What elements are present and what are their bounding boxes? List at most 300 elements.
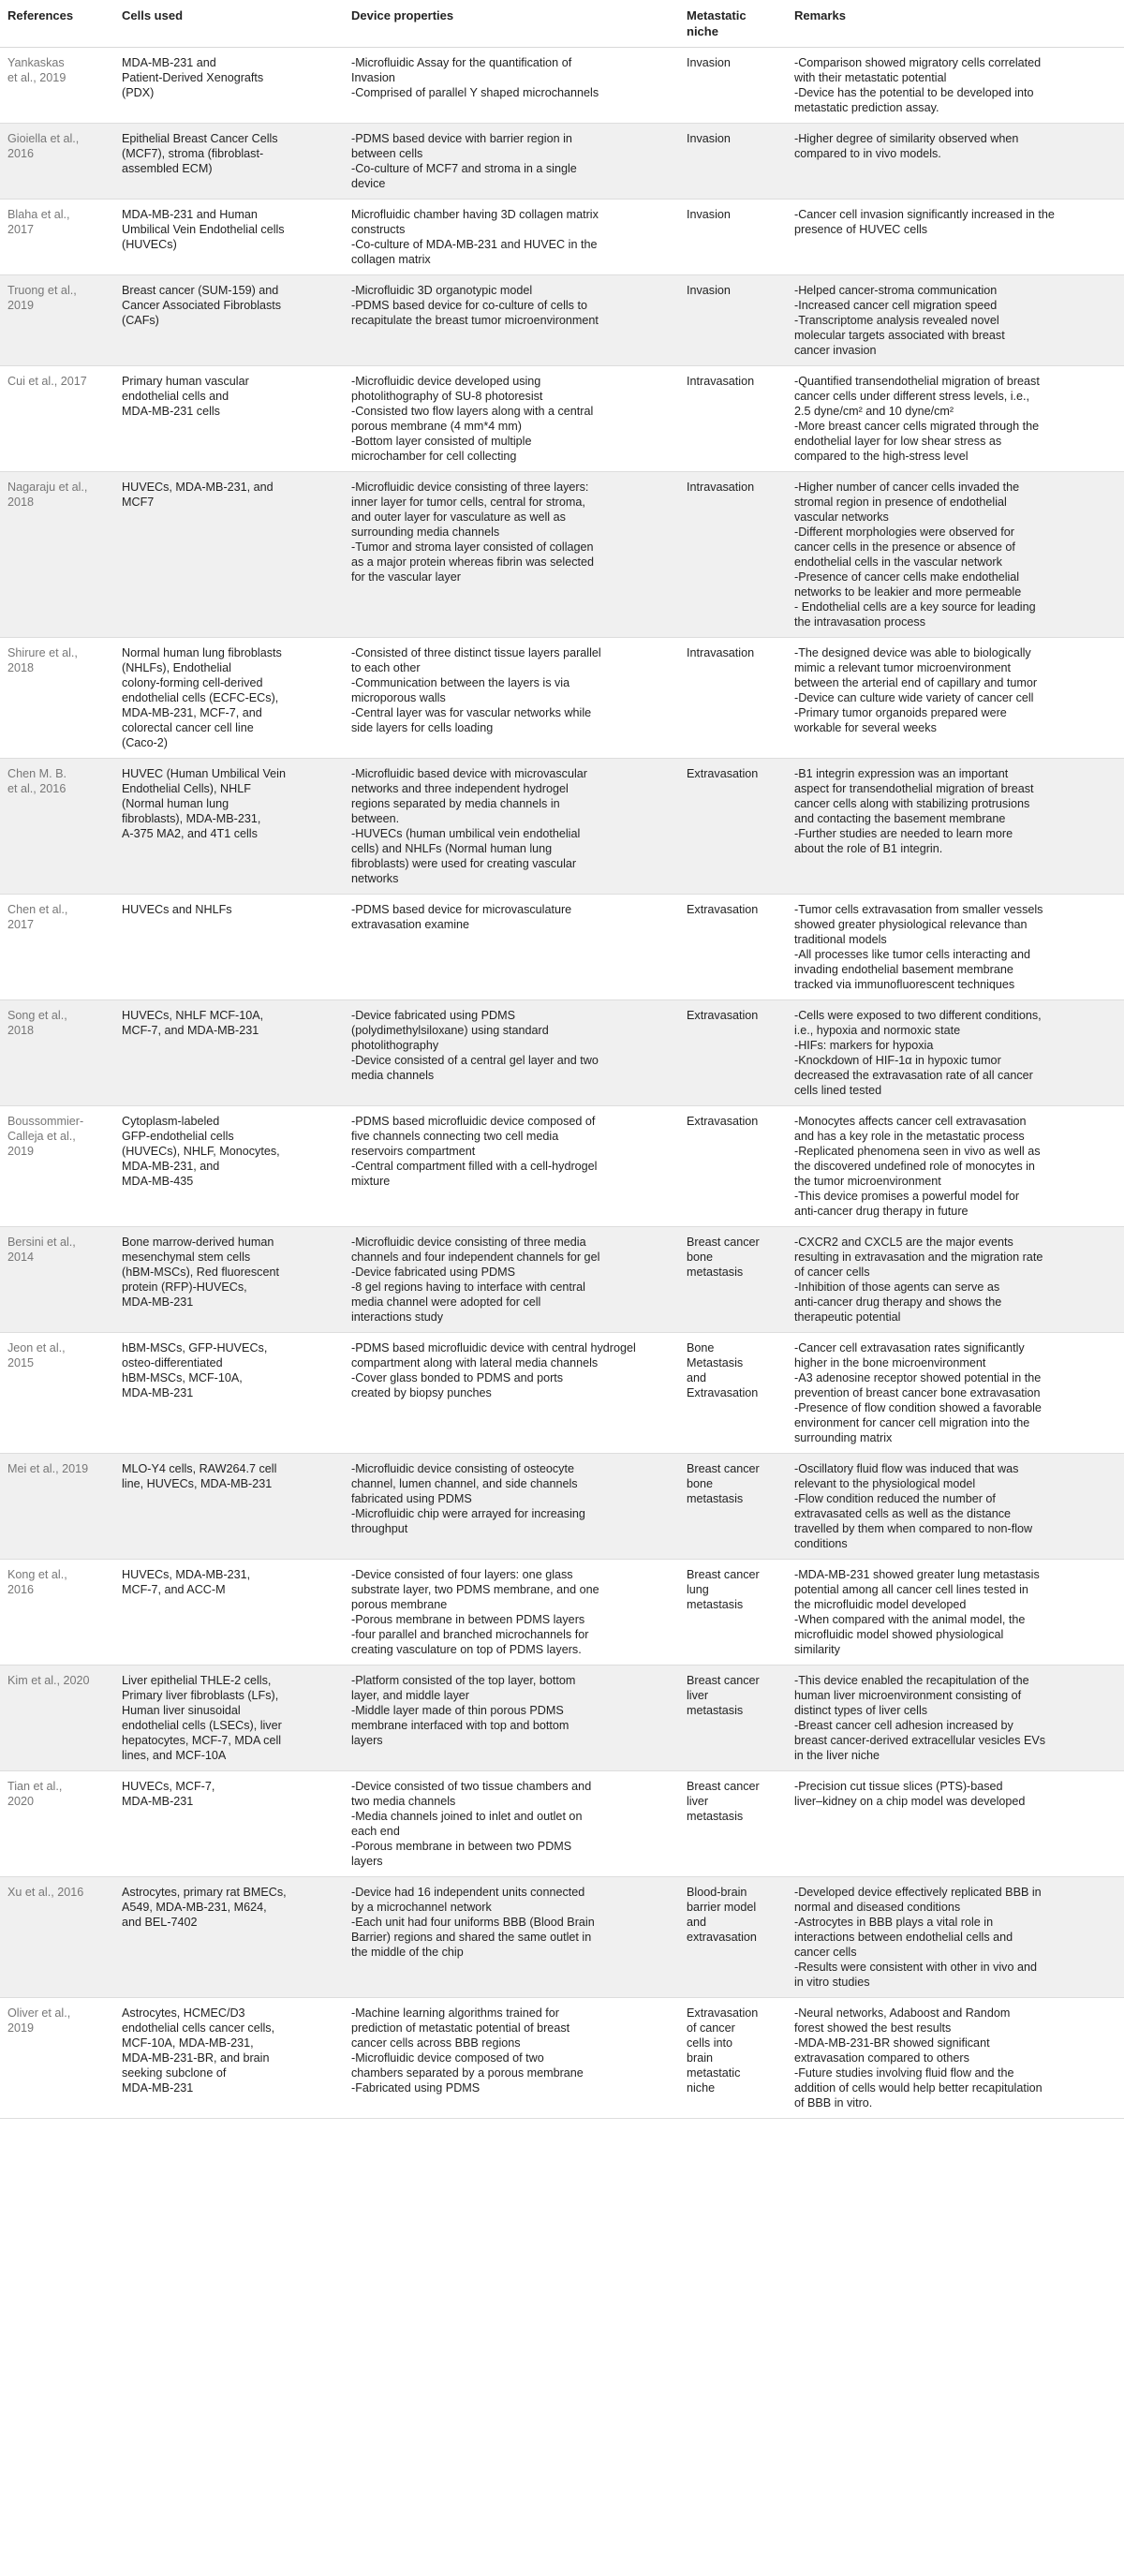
cell-text-line: media channel were adopted for cell: [351, 1295, 541, 1309]
cells-used-cell: [114, 759, 344, 895]
cell-text-line: potential among all cancer cell lines tested in: [794, 1583, 1028, 1596]
reference-cell: [0, 124, 114, 200]
cell-text-line: surrounding media channels: [351, 526, 500, 539]
device-properties-cell: [344, 275, 679, 366]
cell-text-line: 2020: [7, 1795, 35, 1808]
cell-text-line: -Device consisted of four layers: one glass: [351, 1568, 573, 1581]
remarks-cell: [787, 124, 1124, 200]
device-properties-cell: [344, 1877, 679, 1998]
cell-text-line: 2018: [7, 496, 35, 509]
cell-text-line: -Machine learning algorithms trained for: [351, 2006, 559, 2020]
cells-used-cell: [114, 472, 344, 638]
cell-text-line: photolithography: [351, 1039, 439, 1052]
cell-text-line: networks: [351, 872, 399, 885]
cell-text-line: in the liver niche: [794, 1749, 880, 1762]
cell-text-line: -HUVECs (human umbilical vein endothelial: [351, 827, 581, 840]
cell-text-line: -Central compartment filled with a cell-hydrogel: [351, 1160, 598, 1173]
cell-text-line: -When compared with the animal model, the: [794, 1613, 1026, 1626]
cell-text-line: -Co-culture of MDA-MB-231 and HUVEC in the: [351, 238, 598, 251]
cell-text-line: -Monocytes affects cancer cell extravasation: [794, 1115, 1027, 1128]
table-row: [0, 48, 1124, 124]
cell-text-line: cancer cells under different stress levels, i.e.,: [794, 390, 1030, 403]
cell-text-line: -Higher number of cancer cells invaded the: [794, 481, 1020, 494]
cell-text-line: -Oscillatory fluid flow was induced that was: [794, 1462, 1019, 1475]
cell-text-line: 2.5 dyne/cm² and 10 dyne/cm²: [794, 405, 954, 418]
cell-text-line: endothelial cells (ECFC-ECs),: [122, 691, 279, 704]
cell-text-line: addition of cells would help better recapitulation: [794, 2081, 1043, 2095]
device-properties-cell: [344, 1000, 679, 1106]
cell-text-line: -PDMS based microfluidic device with central hydrogel: [351, 1341, 636, 1355]
cell-text-line: invading endothelial basement membrane: [794, 963, 1013, 976]
cell-text-line: of BBB in vitro.: [794, 2096, 873, 2110]
cell-text-line: -All processes like tumor cells interacting and: [794, 948, 1030, 961]
device-properties-cell: [344, 1998, 679, 2119]
reference-cell: [0, 48, 114, 124]
cell-text-line: Song et al.,: [7, 1009, 67, 1022]
cell-text-line: 2018: [7, 661, 35, 674]
table-row: [0, 1333, 1124, 1454]
header-remarks: Remarks: [787, 0, 1124, 48]
cell-text-line: conditions: [794, 1537, 848, 1550]
reference-cell: [0, 895, 114, 1000]
device-properties-cell: [344, 1106, 679, 1227]
cell-text-line: with their metastatic potential: [794, 71, 947, 84]
cell-text-line: Endothelial Cells), NHLF: [122, 782, 251, 795]
cells-used-cell: [114, 1666, 344, 1771]
cell-text-line: channels and four independent channels for gel: [351, 1251, 600, 1264]
cell-text-line: stromal region in presence of endothelial: [794, 496, 1007, 509]
cell-text-line: 2019: [7, 1145, 35, 1158]
cell-text-line: media channels: [351, 1069, 435, 1082]
cell-text-line: -Future studies involving fluid flow and the: [794, 2066, 1014, 2080]
cell-text-line: as a major protein whereas fibrin was selected: [351, 555, 594, 569]
cell-text-line: MCF-10A, MDA-MB-231,: [122, 2036, 254, 2050]
cell-text-line: endothelial cells in the vascular network: [794, 555, 1002, 569]
cell-text-line: cancer invasion: [794, 344, 877, 357]
cell-text-line: mimic a relevant tumor microenvironment: [794, 661, 1011, 674]
cell-text-line: HUVECs, MCF-7,: [122, 1780, 215, 1793]
cell-text-line: Extravasation: [687, 1386, 759, 1399]
cell-text-line: inner layer for tumor cells, central for stroma,: [351, 496, 585, 509]
cell-text-line: -PDMS based microfluidic device composed of: [351, 1115, 596, 1128]
cells-used-cell: [114, 275, 344, 366]
cell-text-line: Breast cancer: [687, 1674, 760, 1687]
cell-text-line: endothelial cells cancer cells,: [122, 2021, 275, 2035]
metastatic-niche-cell: [679, 1666, 787, 1771]
cell-text-line: -Each unit had four uniforms BBB (Blood Brain: [351, 1916, 595, 1929]
cell-text-line: cancer cells: [794, 1946, 857, 1959]
cell-text-line: -Bottom layer consisted of multiple: [351, 435, 532, 448]
cell-text-line: microfluidic model showed physiological: [794, 1628, 1004, 1641]
cell-text-line: lines, and MCF-10A: [122, 1749, 227, 1762]
cells-used-cell: [114, 48, 344, 124]
reference-cell: [0, 1106, 114, 1227]
cell-text-line: between.: [351, 812, 400, 825]
cell-text-line: the discovered undefined role of monocytes in: [794, 1160, 1035, 1173]
table-row: [0, 366, 1124, 472]
cell-text-line: Bone: [687, 1341, 715, 1355]
cell-text-line: the tumor microenvironment: [794, 1175, 941, 1188]
header-metastatic-niche-word2: niche: [687, 24, 718, 38]
cell-text-line: (NHLFs), Endothelial: [122, 661, 231, 674]
remarks-cell: [787, 472, 1124, 638]
cell-text-line: -Consisted two flow layers along with a central: [351, 405, 594, 418]
cell-text-line: metastasis: [687, 1266, 744, 1279]
cell-text-line: 2016: [7, 1583, 35, 1596]
cell-text-line: collagen matrix: [351, 253, 431, 266]
cell-text-line: porous membrane: [351, 1598, 448, 1611]
cell-text-line: metastasis: [687, 1598, 744, 1611]
cell-text-line: -Comparison showed migratory cells correlated: [794, 56, 1042, 69]
reference-cell: [0, 275, 114, 366]
cell-text-line: -Fabricated using PDMS: [351, 2081, 481, 2095]
cell-text-line: aspect for transendothelial migration of breast: [794, 782, 1034, 795]
cell-text-line: -More breast cancer cells migrated through the: [794, 420, 1040, 433]
cell-text-line: layers: [351, 1855, 383, 1868]
cell-text-line: -Comprised of parallel Y shaped microchannels: [351, 86, 599, 99]
cell-text-line: HUVECs, MDA-MB-231, and: [122, 481, 274, 494]
cell-text-line: Microfluidic chamber having 3D collagen matrix: [351, 208, 599, 221]
cell-text-line: -Cells were exposed to two different conditions,: [794, 1009, 1042, 1022]
table-row: [0, 1454, 1124, 1560]
cell-text-line: compared to the high-stress level: [794, 450, 969, 463]
device-properties-cell: [344, 1666, 679, 1771]
reference-cell: [0, 1666, 114, 1771]
cell-text-line: between the arterial end of capillary and tumor: [794, 676, 1038, 689]
cell-text-line: Truong et al.,: [7, 284, 77, 297]
metastatic-niche-cell: [679, 275, 787, 366]
cells-used-cell: [114, 1998, 344, 2119]
cell-text-line: 2017: [7, 918, 35, 931]
cell-text-line: Metastasis: [687, 1356, 744, 1369]
cell-text-line: of cancer cells: [794, 1266, 870, 1279]
table-row: [0, 124, 1124, 200]
cell-text-line: (hBM-MSCs), Red fluorescent: [122, 1266, 279, 1279]
metastatic-niche-cell: [679, 1877, 787, 1998]
cell-text-line: the intravasation process: [794, 615, 926, 629]
metastatic-niche-cell: [679, 1454, 787, 1560]
cell-text-line: Boussommier-: [7, 1115, 84, 1128]
cell-text-line: seeking subclone of: [122, 2066, 227, 2080]
remarks-cell: [787, 895, 1124, 1000]
cell-text-line: -Microfluidic based device with microvascular: [351, 767, 587, 780]
cell-text-line: decreased the extravasation rate of all cancer: [794, 1069, 1033, 1082]
device-properties-cell: [344, 759, 679, 895]
cell-text-line: metastatic: [687, 2066, 741, 2080]
cell-text-line: breast cancer-derived extracellular vesicles EVs: [794, 1734, 1046, 1747]
cell-text-line: for the vascular layer: [351, 570, 461, 584]
cell-text-line: created by biopsy punches: [351, 1386, 492, 1399]
cell-text-line: brain: [687, 2051, 714, 2065]
cell-text-line: -HIFs: markers for hypoxia: [794, 1039, 934, 1052]
cell-text-line: anti-cancer drug therapy and shows the: [794, 1295, 1002, 1309]
cell-text-line: Barrier) regions and shared the same outlet in: [351, 1931, 592, 1944]
cell-text-line: layers: [351, 1734, 383, 1747]
cell-text-line: Extravasation: [687, 2006, 759, 2020]
table-row: [0, 895, 1124, 1000]
cell-text-line: prediction of metastatic potential of breast: [351, 2021, 570, 2035]
cell-text-line: (MCF7), stroma (fibroblast-: [122, 147, 264, 160]
metastatic-niche-cell: [679, 1000, 787, 1106]
cell-text-line: Invasion: [687, 132, 731, 145]
cell-text-line: resulting in extravasation and the migration rate: [794, 1251, 1043, 1264]
remarks-cell: [787, 1454, 1124, 1560]
cell-text-line: MDA-MB-231 cells: [122, 405, 220, 418]
cell-text-line: microporous walls: [351, 691, 446, 704]
metastatic-niche-cell: [679, 366, 787, 472]
cell-text-line: Gioiella et al.,: [7, 132, 80, 145]
cell-text-line: fabricated using PDMS: [351, 1492, 472, 1505]
cell-text-line: fibroblasts), MDA-MB-231,: [122, 812, 261, 825]
cell-text-line: -The designed device was able to biologically: [794, 646, 1031, 659]
cell-text-line: metastasis: [687, 1704, 744, 1717]
cell-text-line: fibroblasts) were used for creating vascular: [351, 857, 577, 870]
cell-text-line: MDA-MB-231: [122, 1795, 194, 1808]
cell-text-line: Liver epithelial THLE-2 cells,: [122, 1674, 272, 1687]
cell-text-line: each end: [351, 1825, 400, 1838]
device-properties-cell: [344, 48, 679, 124]
cell-text-line: -Further studies are needed to learn more: [794, 827, 1013, 840]
cell-text-line: compartment along with lateral media channels: [351, 1356, 599, 1369]
cell-text-line: -Porous membrane in between two PDMS: [351, 1840, 572, 1853]
reference-cell: [0, 1877, 114, 1998]
cell-text-line: human liver microenvironment consisting of: [794, 1689, 1022, 1702]
cell-text-line: -Device fabricated using PDMS: [351, 1266, 515, 1279]
cell-text-line: substrate layer, two PDMS membrane, and one: [351, 1583, 599, 1596]
cell-text-line: MLO-Y4 cells, RAW264.7 cell: [122, 1462, 277, 1475]
remarks-cell: [787, 638, 1124, 759]
remarks-cell: [787, 1227, 1124, 1333]
cell-text-line: MCF-7, and ACC-M: [122, 1583, 226, 1596]
cell-text-line: networks and three independent hydrogel: [351, 782, 569, 795]
cell-text-line: (HUVECs), NHLF, Monocytes,: [122, 1145, 280, 1158]
cell-text-line: surrounding matrix: [794, 1431, 893, 1444]
cell-text-line: -Co-culture of MCF7 and stroma in a single: [351, 162, 577, 175]
cell-text-line: reservoirs compartment: [351, 1145, 476, 1158]
cell-text-line: hBM-MSCs, GFP-HUVECs,: [122, 1341, 268, 1355]
cell-text-line: Extravasation: [687, 1115, 759, 1128]
cell-text-line: Invasion: [687, 56, 731, 69]
cell-text-line: MDA-MB-231 and Human: [122, 208, 258, 221]
header-device-properties: Device properties: [344, 0, 679, 48]
cell-text-line: extravasated cells as well as the distance: [794, 1507, 1012, 1520]
cell-text-line: normal and diseased conditions: [794, 1901, 961, 1914]
cell-text-line: -Consisted of three distinct tissue layers parallel: [351, 646, 601, 659]
reference-cell: [0, 1000, 114, 1106]
cell-text-line: -Presence of flow condition showed a favorable: [794, 1401, 1042, 1414]
cell-text-line: microchamber for cell collecting: [351, 450, 517, 463]
header-row: [0, 0, 1124, 48]
cell-text-line: 2016: [7, 147, 35, 160]
cell-text-line: photolithography of SU-8 photoresist: [351, 390, 543, 403]
cell-text-line: Calleja et al.,: [7, 1130, 76, 1143]
reference-cell: [0, 366, 114, 472]
cell-text-line: throughput: [351, 1522, 408, 1535]
cell-text-line: Breast cancer: [687, 1236, 760, 1249]
cell-text-line: vascular networks: [794, 511, 889, 524]
cell-text-line: MDA-MB-435: [122, 1175, 194, 1188]
table-row: [0, 1998, 1124, 2119]
remarks-cell: [787, 275, 1124, 366]
cells-used-cell: [114, 895, 344, 1000]
cell-text-line: hBM-MSCs, MCF-10A,: [122, 1371, 243, 1384]
cell-text-line: hepatocytes, MCF-7, MDA cell: [122, 1734, 282, 1747]
cell-text-line: by a microchannel network: [351, 1901, 492, 1914]
cell-text-line: -Cancer cell invasion significantly increased in the: [794, 208, 1055, 221]
cell-text-line: i.e., hypoxia and normoxic state: [794, 1024, 961, 1037]
cell-text-line: Normal human lung fibroblasts: [122, 646, 282, 659]
table-row: [0, 275, 1124, 366]
cell-text-line: Blood-brain: [687, 1886, 747, 1899]
metastatic-niche-cell: [679, 1560, 787, 1666]
cell-text-line: anti-cancer drug therapy in future: [794, 1205, 969, 1218]
cell-text-line: -CXCR2 and CXCL5 are the major events: [794, 1236, 1013, 1249]
remarks-cell: [787, 759, 1124, 895]
cell-text-line: and contacting the basement membrane: [794, 812, 1006, 825]
cell-text-line: showed greater physiological relevance than: [794, 918, 1028, 931]
cell-text-line: -Porous membrane in between PDMS layers: [351, 1613, 585, 1626]
cell-text-line: -Helped cancer-stroma communication: [794, 284, 998, 297]
cell-text-line: 2017: [7, 223, 35, 236]
cell-text-line: networks to be leakier and more permeable: [794, 585, 1022, 599]
table-row: [0, 1560, 1124, 1666]
header-cells-used: Cells used: [114, 0, 344, 48]
table-row: [0, 472, 1124, 638]
remarks-cell: [787, 366, 1124, 472]
cell-text-line: -Platform consisted of the top layer, bottom: [351, 1674, 576, 1687]
cell-text-line: in vitro studies: [794, 1976, 870, 1989]
remarks-cell: [787, 1106, 1124, 1227]
cell-text-line: traditional models: [794, 933, 887, 946]
cell-text-line: colorectal cancer cell line: [122, 721, 254, 734]
cell-text-line: distinct types of liver cells: [794, 1704, 928, 1717]
cell-text-line: -Breast cancer cell adhesion increased by: [794, 1719, 1013, 1732]
metastatic-niche-cell: [679, 1771, 787, 1877]
cell-text-line: -Microfluidic chip were arrayed for increasing: [351, 1507, 585, 1520]
reference-cell: [0, 759, 114, 895]
cell-text-line: compared to in vivo models.: [794, 147, 941, 160]
cell-text-line: Oliver et al.,: [7, 2006, 71, 2020]
cell-text-line: similarity: [794, 1643, 840, 1656]
cell-text-line: liver–kidney on a chip model was developed: [794, 1795, 1026, 1808]
cell-text-line: -Microfluidic device composed of two: [351, 2051, 544, 2065]
cell-text-line: extravasation: [687, 1931, 757, 1944]
cell-text-line: assembled ECM): [122, 162, 213, 175]
cell-text-line: cancer cells in the presence or absence of: [794, 540, 1015, 554]
header-metastatic-niche: [679, 0, 787, 48]
cell-text-line: endothelial cells (LSECs), liver: [122, 1719, 282, 1732]
cells-used-cell: [114, 366, 344, 472]
cell-text-line: Shirure et al.,: [7, 646, 78, 659]
cell-text-line: HUVECs, MDA-MB-231,: [122, 1568, 251, 1581]
cell-text-line: MCF7: [122, 496, 155, 509]
cell-text-line: (HUVECs): [122, 238, 177, 251]
table-header: [0, 0, 1124, 48]
cell-text-line: A549, MDA-MB-231, M624,: [122, 1901, 267, 1914]
cell-text-line: workable for several weeks: [794, 721, 937, 734]
cell-text-line: cells lined tested: [794, 1084, 882, 1097]
remarks-cell: [787, 1666, 1124, 1771]
cell-text-line: -Tumor and stroma layer consisted of collagen: [351, 540, 594, 554]
cell-text-line: environment for cancer cell migration into the: [794, 1416, 1030, 1429]
cell-text-line: -Presence of cancer cells make endothelial: [794, 570, 1020, 584]
cell-text-line: bone: [687, 1251, 714, 1264]
cell-text-line: the middle of the chip: [351, 1946, 464, 1959]
device-properties-cell: [344, 1771, 679, 1877]
cell-text-line: liver: [687, 1689, 709, 1702]
cell-text-line: Jeon et al.,: [7, 1341, 66, 1355]
cell-text-line: Extravasation: [687, 1009, 759, 1022]
cell-text-line: -Transcriptome analysis revealed novel: [794, 314, 999, 327]
cell-text-line: Yankaskas: [7, 56, 65, 69]
cell-text-line: -Device consisted of two tissue chambers and: [351, 1780, 592, 1793]
cell-text-line: and has a key role in the metastatic process: [794, 1130, 1025, 1143]
cell-text-line: A-375 MA2, and 4T1 cells: [122, 827, 258, 840]
cell-text-line: MDA-MB-231, MCF-7, and: [122, 706, 262, 719]
cell-text-line: liver: [687, 1795, 709, 1808]
remarks-cell: [787, 1998, 1124, 2119]
device-properties-cell: [344, 124, 679, 200]
cell-text-line: the microfluidic model developed: [794, 1598, 967, 1611]
reference-cell: [0, 472, 114, 638]
device-properties-cell: [344, 1227, 679, 1333]
metastatic-niche-cell: [679, 200, 787, 275]
cell-text-line: regions separated by media channels in: [351, 797, 560, 810]
cell-text-line: Patient-Derived Xenografts: [122, 71, 264, 84]
cell-text-line: -Device fabricated using PDMS: [351, 1009, 515, 1022]
metastatic-niche-cell: [679, 759, 787, 895]
header-references: References: [0, 0, 114, 48]
cell-text-line: porous membrane (4 mm*4 mm): [351, 420, 522, 433]
cell-text-line: MDA-MB-231-BR, and brain: [122, 2051, 270, 2065]
cell-text-line: to each other: [351, 661, 421, 674]
metastatic-niche-cell: [679, 472, 787, 638]
metastatic-niche-cell: [679, 124, 787, 200]
cell-text-line: -MDA-MB-231 showed greater lung metastasis: [794, 1568, 1040, 1581]
cell-text-line: Breast cancer: [687, 1780, 760, 1793]
cell-text-line: Cancer Associated Fibroblasts: [122, 299, 282, 312]
cell-text-line: Cytoplasm-labeled: [122, 1115, 220, 1128]
table-row: [0, 200, 1124, 275]
cell-text-line: -Replicated phenomena seen in vivo as well as: [794, 1145, 1041, 1158]
cell-text-line: -Increased cancer cell migration speed: [794, 299, 998, 312]
cell-text-line: Cui et al., 2017: [7, 375, 87, 388]
device-properties-cell: [344, 1454, 679, 1560]
reference-cell: [0, 1454, 114, 1560]
cell-text-line: (Normal human lung: [122, 797, 229, 810]
cell-text-line: (Caco-2): [122, 736, 168, 749]
cell-text-line: -PDMS based device for microvasculature: [351, 903, 572, 916]
cell-text-line: 2018: [7, 1024, 35, 1037]
cell-text-line: et al., 2016: [7, 782, 67, 795]
cell-text-line: -PDMS based device with barrier region in: [351, 132, 572, 145]
cell-text-line: five channels connecting two cell media: [351, 1130, 559, 1143]
cell-text-line: -Microfluidic device developed using: [351, 375, 541, 388]
cell-text-line: Xu et al., 2016: [7, 1886, 84, 1899]
remarks-cell: [787, 1877, 1124, 1998]
cell-text-line: Mei et al., 2019: [7, 1462, 89, 1475]
cell-text-line: cancer cells across BBB regions: [351, 2036, 521, 2050]
cell-text-line: Nagaraju et al.,: [7, 481, 88, 494]
metastatic-niche-cell: [679, 895, 787, 1000]
metastatic-niche-cell: [679, 1998, 787, 2119]
cell-text-line: endothelial cells and: [122, 390, 229, 403]
device-properties-cell: [344, 895, 679, 1000]
cell-text-line: line, HUVECs, MDA-MB-231: [122, 1477, 273, 1490]
cells-used-cell: [114, 124, 344, 200]
cell-text-line: -Central layer was for vascular networks while: [351, 706, 592, 719]
cell-text-line: MDA-MB-231: [122, 2081, 194, 2095]
